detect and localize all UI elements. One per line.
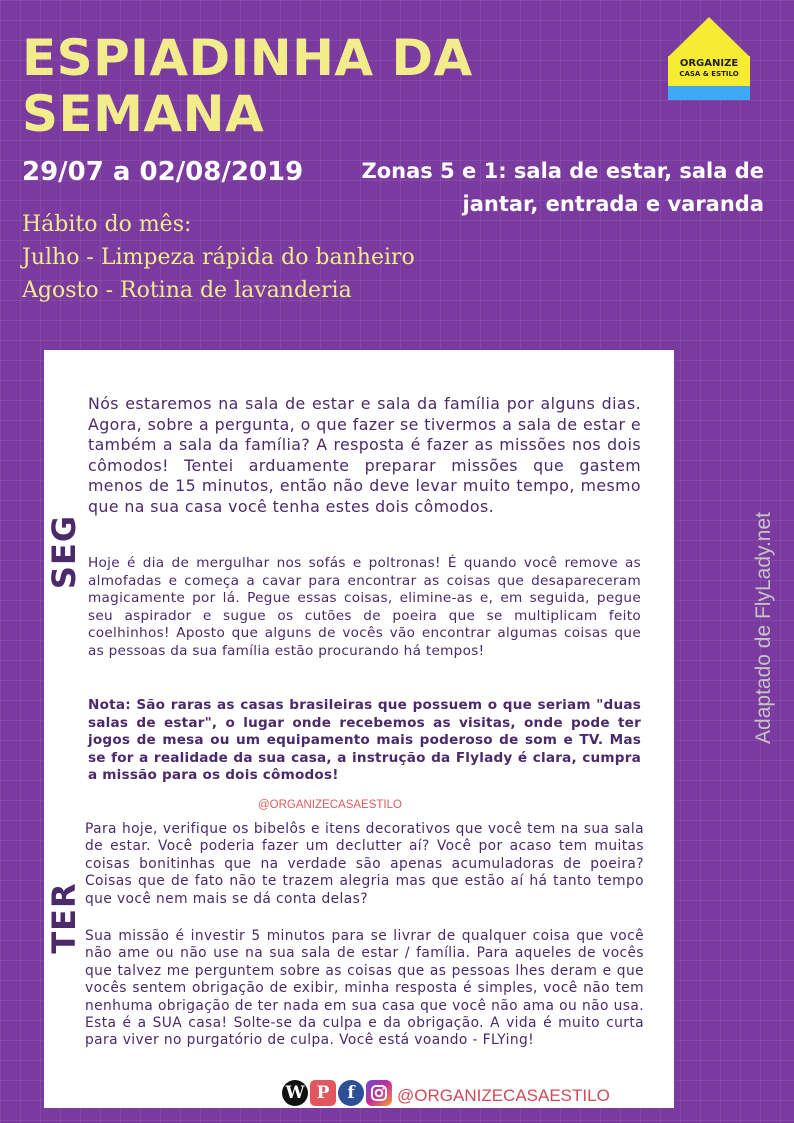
habit-august: Agosto - Rotina de lavanderia — [22, 278, 352, 303]
logo-subtitle: CASA & ESTILO — [679, 70, 739, 78]
social-icons — [282, 1079, 610, 1107]
seg-note — [88, 697, 641, 785]
seg-intro: Nós estaremos na sala de estar e sala da família por alguns dias. Agora, sobre a pergunta, o que fazer se tivermos a sala de estar e também a sala da família? A resposta é fazer as missões nos dois cômodos! Tentei arduamente preparar missões que gastem menos de 15 minutos, então não deve levar muito tempo, mesmo que na sua casa você tenha estes dois cômodos. — [88, 394, 641, 516]
facebook-icon[interactable]: f — [338, 1080, 364, 1106]
wordpress-icon[interactable]: W — [282, 1080, 308, 1106]
seg-mission: Hoje é dia de mergulhar nos sofás e poltronas! É quando você remove as almofadas e começa a cavar para encontrar as coisas que desapareceram magicamente por lá. Pegue essas coisas, elimine-as e, em seguida, pegue seu aspirador e sugue os cutões de poeira que se multiplicam feito coelhinhos! Aposto que alguns de vocês vão encontrar algumas coisas que as pessoas da sua família estão procurando há tempos! — [88, 555, 641, 659]
ter-intro: Para hoje, verifique os bibelôs e itens decorativos que você tem na sua sala de estar. Você poderia fazer um declutter aí? Você por acaso tem muitas coisas bonitinhas que na verdade são apenas acumuladoras de poeira? Coisas que de fato não te trazem alegria mas que estão aí há tanto tempo que você nem mais se dá conta delas? — [85, 821, 644, 907]
credit-text: Adaptado de FlyLady.net — [752, 512, 775, 744]
logo-stripe — [668, 86, 750, 100]
monthly-habits — [22, 208, 415, 307]
seg-note-text: : São raras as casas brasileiras que possuem o que seriam "duas salas de estar", o lugar onde recebemos as visitas, onde pode ter jogos de mesa ou um equipamento mais poderoso de som e TV. Mas se for a realidade da sua casa, a instrução da Flylady é clara, cumpra a missão para os dois cômodos! — [88, 697, 641, 784]
zones-line-1: Zonas 5 e 1: sala de estar, sala de — [361, 159, 764, 183]
instagram-icon[interactable] — [366, 1080, 392, 1106]
instagram-handle-mid[interactable]: @ORGANIZECASAESTILO — [258, 799, 402, 811]
page-title — [22, 30, 473, 142]
pinterest-icon[interactable]: P — [310, 1080, 336, 1106]
logo-roof-icon — [668, 17, 750, 57]
ter-mission: Sua missão é investir 5 minutos para se livrar de qualquer coisa que você não ame ou não use na sua sala de estar / família. Para aqueles de vocês que talvez me perguntem sobre as coisas que as pessoas lhes deram e que vocês sentem obrigação de exibir, minha resposta é simples, você não tem nenhuma obrigação de ter nada em sua casa que você não ama ou não usa. Esta é a SUA casa! Solte-se da culpa e da obrigação. A vida é muito curta para viver no purgatório de culpa. Você está voando - FLYing! — [85, 928, 644, 1049]
content-card: SEG Nós estaremos na sala de estar e sala da família por alguns dias. Agora, sobre a pergunta, o que fazer se tivermos a sala de estar e também a sala da família? A resposta é fazer as missões nos dois cômodos! Tentei arduamente preparar missões que gastem menos de 15 minutos, então não deve levar muito tempo, mesmo que na sua casa você tenha estes dois cômodos. Hoje é dia de mergulhar nos sofás e poltronas! É quando você remove as almofadas e começa a cavar para encontrar as coisas que desapareceram magicamente por lá. Pegue essas coisas, elimine-as e, em seguida, pegue seu aspirador e sugue os cutões de poeira que se multiplicam feito coelhinhos! Aposto que alguns de vocês vão encontrar algumas coisas que as pessoas da sua família estão procurando há tempos! Nota: São raras as casas brasileiras que possuem o que seriam "duas salas de estar", o lugar onde recebemos as visitas, onde pode ter jogos de mesa ou um equipamento mais poderoso de som e TV. Mas se for a realidade da sua casa, a instrução da Flylady é clara, cumpra a missão para os dois cômodos! @ORGANIZECASAESTILO TER Para hoje, verifique os bibelôs e itens decorativos que você tem na sua sala de estar. Você poderia fazer um declutter aí? Você por acaso tem muitas coisas bonitinhas que na verdade são apenas acumuladoras de poeira? Coisas que de fato não te trazem alegria mas que estão aí há tanto tempo que você nem mais se dá conta delas? Sua missão é investir 5 minutos para se livrar de qualquer coisa que você não ame ou não use na sua sala de estar / família. Para aqueles de vocês que talvez me perguntem sobre as coisas que as pessoas lhes deram e que vocês sentem obrigação de exibir, minha resposta é simples, você não tem nenhuma obrigação de ter nada em sua casa que você não ama ou não usa. Esta é a SUA casa! Solte-se da culpa e da obrigação. A vida é muito curta para viver no purgatório de culpa. Você está voando - FLYing! W P f @ORGANIZECASAESTILO — [44, 350, 674, 1108]
instagram-handle-bottom[interactable]: @ORGANIZECASAESTILO — [397, 1085, 610, 1105]
organize-logo — [668, 17, 750, 101]
seg-note-label: Nota — [88, 697, 126, 713]
zones-line-2: jantar, entrada e varanda — [462, 192, 764, 216]
title-line-2: SEMANA — [22, 85, 265, 143]
week-dates: 29/07 a 02/08/2019 — [22, 157, 304, 187]
logo-name: ORGANIZE — [679, 58, 739, 69]
habits-heading: Hábito do mês: — [22, 212, 192, 237]
title-line-1: ESPIADINHA DA — [22, 29, 473, 87]
habit-july: Julho - Limpeza rápida do banheiro — [22, 245, 415, 270]
